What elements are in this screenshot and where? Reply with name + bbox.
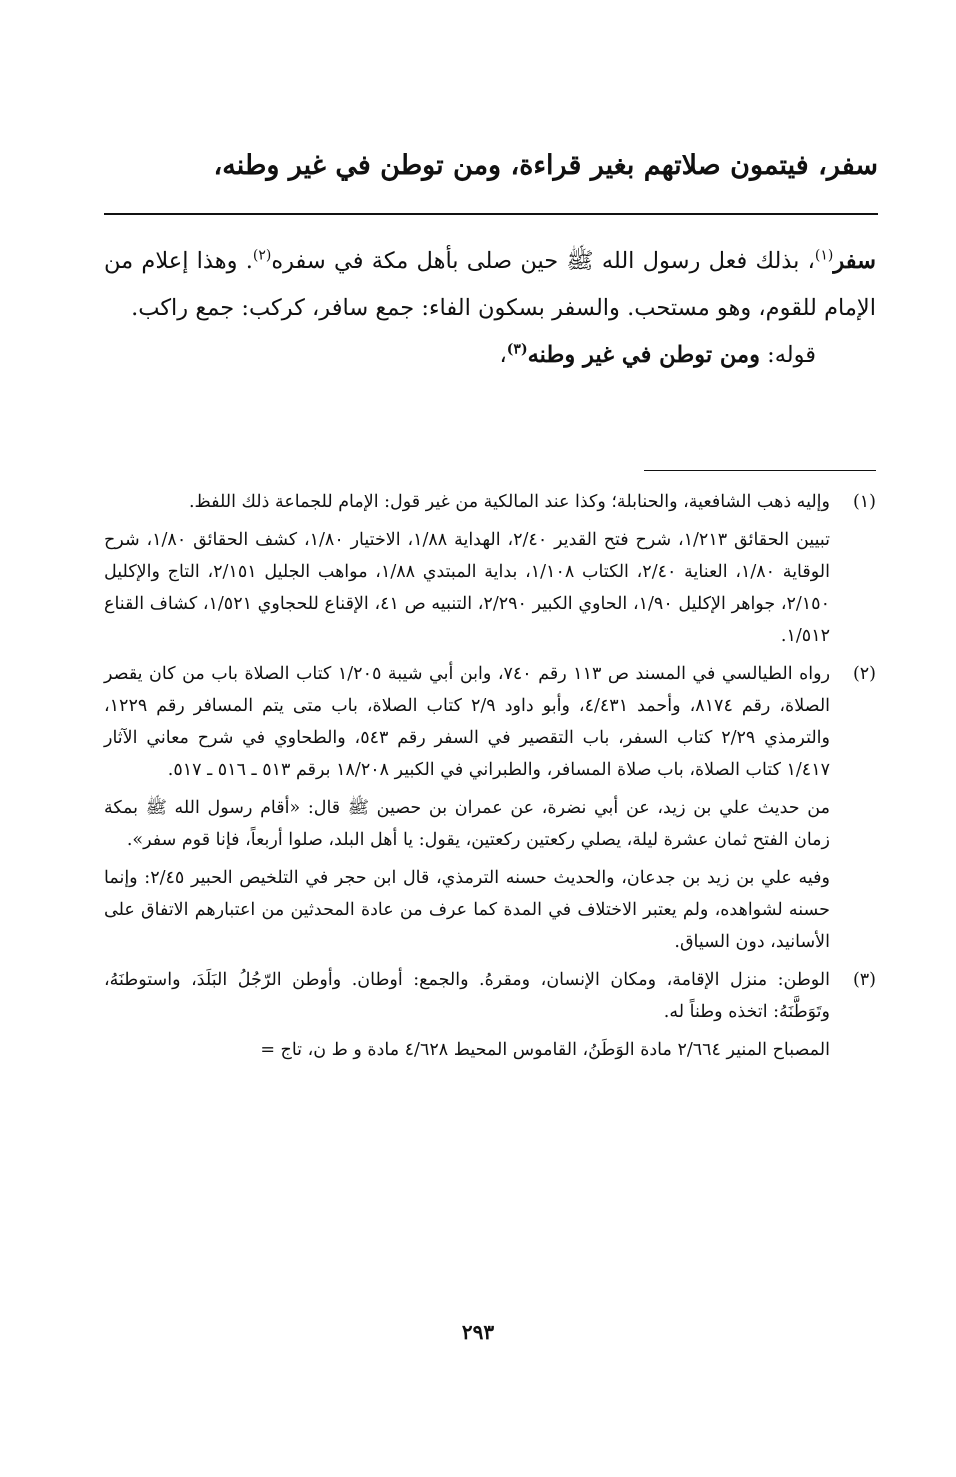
main-text-b: . وهذا إعلام من الإمام للقوم، وهو مستحب. والسفر بسكون الفاء: جمع سافر، كركب: جمع راكب. [104,248,876,321]
running-header: سفر، فيتمون صلاتهم بغير قراءة، ومن توطن في غير وطنه، [213,150,878,181]
footnote-paragraph: رواه الطيالسي في المسند ص ١١٣ رقم ٧٤٠، وابن أبي شيبة ١/٢٠٥ كتاب الصلاة باب من كان يقصر الصلاة، رقم ٨١٧٤، وأحمد ٤/٤٣١، وأبو داود ٢/٩ كتاب الصلاة، باب متى يتم المسافر رقم ١٢٢٩، والترمذي ٢/٢٩ كتاب السفر، باب التقصير في السفر رقم ٥٤٣، والطحاوي في شرح معاني الآثار ١/٤١٧ كتاب الصلاة، باب صلاة المسافر، والطبراني في الكبير ١٨/٢٠٨ برقم ٥١٣ ـ ٥١٦ ـ ٥١٧. [104,664,831,780]
main-paragraph [104,238,876,332]
footnotes-section [104,486,876,1072]
footnote-number: (٣) [852,970,876,990]
footnote-1 [104,486,876,658]
footnote-body [104,964,830,1072]
footnote-body [104,486,830,658]
footnote-number: (٢) [852,664,876,684]
footnote-paragraph: وإليه ذهب الشافعية، والحنابلة؛ وكذا عند المالكية من غير قول: الإمام للجماعة ذلك اللفظ. [188,492,830,512]
footnote-3 [104,964,876,1072]
footnote-divider [644,470,876,471]
footnote-ref-1[interactable]: (١) [814,247,834,264]
main-text-a: ، بذلك فعل رسول الله ﷺ حين صلى بأهل مكة في سفره [271,248,815,274]
footnote-paragraph: تبيين الحقائق ١/٢١٣، شرح فتح القدير ٢/٤٠، الهداية ١/٨٨، الاختيار ١/٨٠، كشف الحقائق ١/٨٠، شرح الوقاية ١/٨٠، العناية ٢/٤٠، الكتاب ١/١٠٨، بداية المبتدي ١/٨٨، مواهب الجليل ٢/١٥١، التاج والإكليل ٢/١٥٠، جواهر الإكليل ١/٩٠، الحاوي الكبير ٢/٢٩٠، التنبيه ص ٤١، الإقناع للحجاوي ١/٥٢١، كشاف القناع ١/٥١٢. [104,530,831,646]
footnote-ref-3[interactable]: (٣) [506,341,528,358]
main-text [104,238,876,379]
qawl-label: قوله: [759,342,816,368]
footnote-paragraph: الوطن: منزل الإقامة، ومكان الإنسان، ومقرهُ. والجمع: أوطان. وأوطن الرّجُلُ البَلَدَ، واستوطنَهُ، وتَوَطَّنَهُ: اتخذه وطناً له. [104,970,830,1022]
footnote-paragraph: المصباح المنير ٢/٦٦٤ مادة الوَطَنُ، القاموس المحيط ٤/٦٢٨ مادة و ط ن، تاج = [260,1040,830,1060]
footnote-paragraph: من حديث علي بن زيد، عن أبي نضرة، عن عمران بن حصين ﷺ قال: «أقام رسول الله ﷺ بمكة زمان الفتح ثمان عشرة ليلة، يصلي ركعتين ركعتين، يقول: يا أهل البلد، صلوا أربعاً، فإنا قوم سفر». [104,798,830,850]
lead-word: سفر [833,248,876,274]
page-number: ٢٩٣ [461,1320,495,1344]
footnote-number: (١) [852,492,876,512]
header-divider [104,213,878,215]
footnote-2 [104,658,876,964]
footnote-body [104,658,830,964]
qawl-end: ، [499,342,507,368]
footnote-ref-2[interactable]: (٢) [252,247,272,264]
qawl-text: ومن توطن في غير وطنه [527,342,760,368]
footnote-paragraph: وفيه علي بن زيد بن جدعان، والحديث حسنه الترمذي، قال ابن حجر في التلخيص الحبير ٢/٤٥: وإنما حسنه لشواهده، ولم يعتبر الاختلاف في المدة كما عرف من عادة المحدثين من اعتبارهم الاتفاق على الأسانيد، دون السياق. [104,868,831,952]
qawl-line [104,332,876,379]
